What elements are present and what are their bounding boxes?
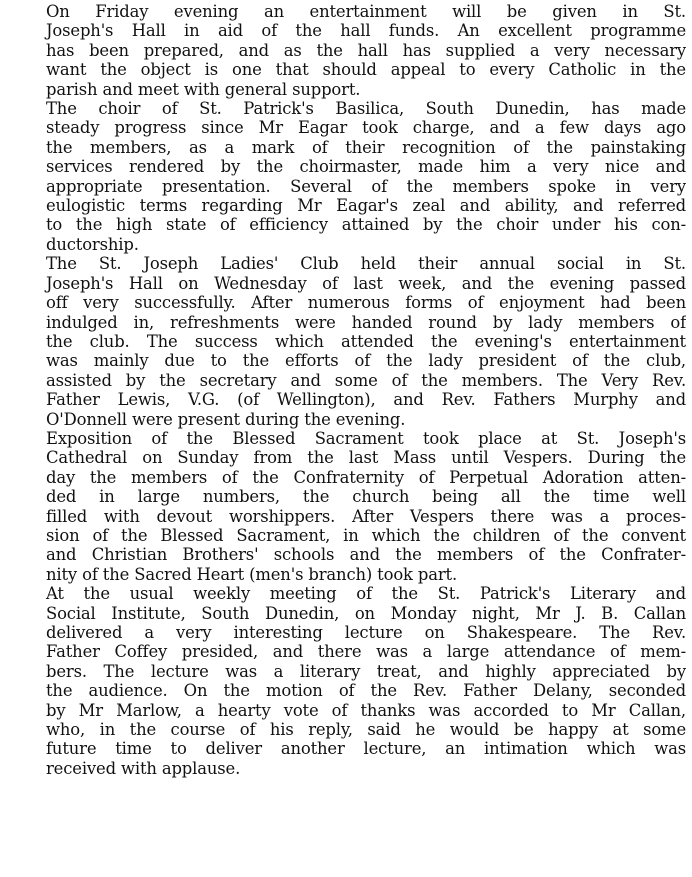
text-line: the members, as a mark of their recognition of the painstaking (46, 137, 686, 157)
text-line: day the members of the Confraternity of Perpetual Adoration atten- (46, 467, 686, 487)
text-line: indulged in, refreshments were handed round by lady members of (46, 312, 686, 332)
text-line: off very successfully. After numerous forms of enjoyment had been (46, 293, 686, 313)
text-line: ded in large numbers, the church being all the time well (46, 487, 686, 507)
text-line: ductorship. (46, 234, 139, 254)
text-line: the audience. On the motion of the Rev. Father Delany, seconded (46, 681, 686, 701)
text-line: eulogistic terms regarding Mr Eagar's zeal and ability, and referred (46, 196, 686, 216)
text-line: Cathedral on Sunday from the last Mass until Vespers. During the (46, 448, 686, 468)
text-line: The St. Joseph Ladies' Club held their annual social in St. (46, 254, 686, 274)
text-line: and Christian Brothers' schools and the members of the Confrater- (46, 545, 686, 565)
text-line: by Mr Marlow, a hearty vote of thanks was accorded to Mr Callan, (46, 700, 686, 720)
paragraph-entertainment (10, 2, 686, 99)
text-line: services rendered by the choirmaster, made him a very nice and (46, 157, 686, 177)
text-line: want the object is one that should appeal to every Catholic in the (46, 60, 686, 80)
text-line: filled with devout worshippers. After Vespers there was a proces- (46, 506, 686, 526)
text-line: steady progress since Mr Eagar took charge, and a few days ago (46, 118, 686, 138)
text-line: was mainly due to the efforts of the lady president of the club, (46, 351, 686, 371)
text-line: Father Lewis, V.G. (of Wellington), and Rev. Fathers Murphy and (46, 390, 686, 410)
text-line: assisted by the secretary and some of the members. The Very Rev. (46, 370, 686, 390)
paragraph-exposition (10, 429, 686, 584)
text-line: nity of the Sacred Heart (men's branch) took part. (46, 564, 458, 584)
text-line: parish and meet with general support. (46, 79, 361, 99)
text-line: Father Coffey presided, and there was a large attendance of mem- (46, 642, 686, 662)
text-line: sion of the Blessed Sacrament, in which the children of the convent (46, 525, 686, 545)
text-line: Social Institute, South Dunedin, on Monday night, Mr J. B. Callan (46, 603, 686, 623)
text-line: to the high state of efficiency attained by the choir under his con- (46, 215, 686, 235)
paragraph-choir (10, 99, 686, 254)
text-line: At the usual weekly meeting of the St. Patrick's Literary and (46, 584, 686, 604)
text-line: Joseph's Hall on Wednesday of last week, and the evening passed (46, 273, 686, 293)
text-line: Exposition of the Blessed Sacrament took place at St. Joseph's (46, 428, 686, 448)
text-line: delivered a very interesting lecture on Shakespeare. The Rev. (46, 623, 686, 642)
paragraph-ladies-club (10, 254, 686, 429)
news-column (10, 0, 686, 877)
text-line: future time to deliver another lecture, an intimation which was (46, 739, 686, 759)
text-line: O'Donnell were present during the evening. (46, 409, 406, 429)
text-line: bers. The lecture was a literary treat, and highly appreciated by (46, 661, 686, 681)
paragraph-literary-institute (10, 584, 686, 778)
text-line: The choir of St. Patrick's Basilica, South Dunedin, has made (46, 99, 686, 119)
text-line: received with applause. (46, 758, 241, 778)
text-line: Joseph's Hall in aid of the hall funds. An excellent programme (46, 21, 686, 41)
text-line: has been prepared, and as the hall has supplied a very necessary (46, 40, 686, 60)
text-line: who, in the course of his reply, said he would be happy at some (46, 720, 686, 740)
text-line: appropriate presentation. Several of the members spoke in very (46, 176, 686, 196)
text-line: the club. The success which attended the evening's entertainment (46, 331, 686, 351)
text-line: On Friday evening an entertainment will be given in St. (46, 2, 686, 21)
